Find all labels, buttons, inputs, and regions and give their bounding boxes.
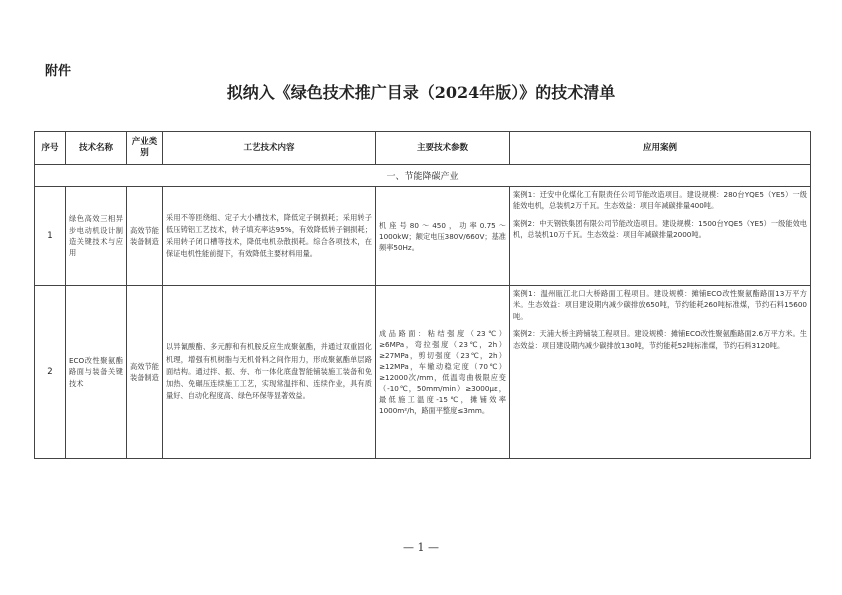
process-content: 采用不等匝绕组、定子大小槽技术，降低定子铜损耗；采用转子低压铸铝工艺技术，转子填充率达95%，有效降低转子铜损耗；采用转子闭口槽等技术，降低电机杂散损耗。综合各项技术，在保证电机性能前提下，有效降低主要材料用量。 — [163, 187, 376, 286]
case-item: 案例2：天浦大桥主跨铺装工程项目。建设规模：摊铺ECO改性聚氨酯路面2.6万平方米。生态效益：项目建设期内减少碳排放130吨，节约能耗52吨标准煤，节约石料3120吨。 — [513, 329, 807, 350]
table-row — [35, 187, 811, 286]
table-header-row — [35, 132, 811, 165]
table-row — [35, 286, 811, 459]
header-process: 工艺技术内容 — [163, 132, 376, 165]
case-item: 案例2：中天钢铁集团有限公司节能改造项目。建设规模：1500台YQE5（YE5）一级能效电机，总装机10万千瓦。生态效益：项目年减碳排量2000吨。 — [513, 218, 807, 240]
industry-category: 高效节能装备制造 — [127, 286, 163, 459]
header-params: 主要技术参数 — [376, 132, 510, 165]
page-number: — 1 — — [403, 541, 439, 554]
row-number: 1 — [35, 187, 66, 286]
header-no: 序号 — [35, 132, 66, 165]
attachment-label: 附件 — [45, 64, 72, 79]
header-category: 产业类别 — [127, 132, 163, 165]
section-title: 一、节能降碳产业 — [35, 165, 811, 187]
case-item: 案例1：迁安中化煤化工有限责任公司节能改造项目。建设规模：280台YQE5（YE5）一级能效电机，总装机2万千瓦。生态效益：项目年减碳排量400吨。 — [513, 190, 807, 211]
document-title: 拟纳入《绿色技术推广目录（2024年版）》的技术清单 — [226, 83, 616, 102]
application-cases — [510, 286, 811, 459]
technical-params: 成品路面：粘结强度（23℃）≥6MPa，弯拉强度（23℃，2h）≥27MPa，剪切强度（23℃，2h）≥12MPa，车辙动稳定度（70℃）≥12000次/mm，低温弯曲极限应变（-10℃，50mm/min）≥3000με，最低施工温度-15℃，摊铺效率1000m²/h，路面平整度≤3mm。 — [376, 286, 510, 459]
header-cases: 应用案例 — [510, 132, 811, 165]
industry-category: 高效节能装备制造 — [127, 187, 163, 286]
process-content: 以异氰酸酯、多元醇和有机胺反应生成聚氨酯，并通过双重固化机理，增强有机树脂与无机骨料之间作用力，形成聚氨酯单层路面结构。通过拌、振、夯、布一体化底盘智能铺装施工装备和免加热、免碾压连续施工工艺，实现常温拌和、连续作业，具有质量好、自动化程度高、绿色环保等显著效益。 — [163, 286, 376, 459]
technology-name: ECO改性聚氨酯路面与装备关键技术 — [66, 286, 127, 459]
technical-params: 机座号80～450，功率0.75～1000kW；额定电压380V/660V；基准频率50Hz。 — [376, 187, 510, 286]
row-number: 2 — [35, 286, 66, 459]
case-item: 案例1：温州瓯江北口大桥路面工程项目。建设规模：摊铺ECO改性聚氨酯路面13万平方米。生态效益：项目建设期内减少碳排放650吨，节约能耗260吨标准煤，节约石料15600吨。 — [513, 289, 807, 321]
technology-name: 绿色高效三相异步电动机设计制造关键技术与应用 — [66, 187, 127, 286]
header-name: 技术名称 — [66, 132, 127, 165]
technology-list-table — [34, 131, 811, 459]
section-row — [35, 165, 811, 187]
application-cases — [510, 187, 811, 286]
